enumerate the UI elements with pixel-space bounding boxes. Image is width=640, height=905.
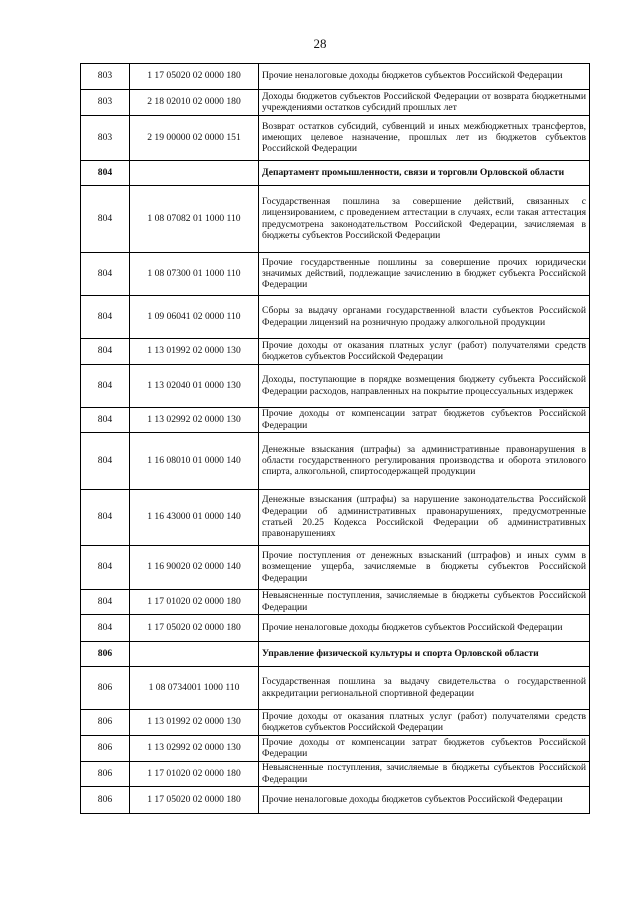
revenue-name-cell: Сборы за выдачу органами государственной власти субъектов Российской Федерации лицензий на розничную продажу алкогольной продукции bbox=[259, 296, 590, 339]
revenue-code-cell bbox=[130, 642, 259, 667]
revenue-code-cell: 1 17 05020 02 0000 180 bbox=[130, 615, 259, 642]
revenue-name-cell: Прочие доходы от компенсации затрат бюджетов субъектов Российской Федерации bbox=[259, 408, 590, 433]
admin-code-cell: 806 bbox=[81, 667, 130, 710]
revenue-code-cell: 2 19 00000 02 0000 151 bbox=[130, 116, 259, 161]
admin-code-cell: 804 bbox=[81, 186, 130, 253]
department-row bbox=[81, 161, 590, 186]
table-row bbox=[81, 408, 590, 433]
revenue-name-cell: Прочие неналоговые доходы бюджетов субъектов Российской Федерации bbox=[259, 615, 590, 642]
revenue-name-cell: Прочие неналоговые доходы бюджетов субъектов Российской Федерации bbox=[259, 64, 590, 90]
table-row bbox=[81, 667, 590, 710]
table-row bbox=[81, 296, 590, 339]
revenue-name-cell: Невыясненные поступления, зачисляемые в бюджеты субъектов Российской Федерации bbox=[259, 762, 590, 787]
revenue-code-cell: 1 16 43000 01 0000 140 bbox=[130, 490, 259, 546]
revenue-code-cell: 1 17 05020 02 0000 180 bbox=[130, 787, 259, 814]
revenue-name-cell: Прочие доходы от оказания платных услуг (работ) получателями средств бюджетов субъектов Российской Федерации bbox=[259, 710, 590, 736]
revenue-code-cell: 1 08 0734001 1000 110 bbox=[130, 667, 259, 710]
table-row bbox=[81, 116, 590, 161]
revenue-name-cell: Департамент промышленности, связи и торговли Орловской области bbox=[259, 161, 590, 186]
table-row bbox=[81, 787, 590, 814]
revenue-name-cell: Государственная пошлина за совершение действий, связанных с лицензированием, с проведением аттестации в случаях, если такая аттестация предусмотрена законодательством Российской Федерации, зачисляемая в бюджеты субъектов Российской Федерации bbox=[259, 186, 590, 253]
revenue-code-cell: 1 16 90020 02 0000 140 bbox=[130, 546, 259, 590]
revenue-code-cell: 1 13 02992 02 0000 130 bbox=[130, 408, 259, 433]
admin-code-cell: 804 bbox=[81, 161, 130, 186]
table-row bbox=[81, 64, 590, 90]
page-number: 28 bbox=[313, 36, 327, 51]
table-row bbox=[81, 90, 590, 116]
revenue-code-cell bbox=[130, 161, 259, 186]
table-body bbox=[81, 64, 590, 814]
revenue-name-cell: Прочие неналоговые доходы бюджетов субъектов Российской Федерации bbox=[259, 787, 590, 814]
revenue-name-cell: Прочие государственные пошлины за совершение прочих юридически значимых действий, подлежащие зачислению в бюджет субъекта Российской Федерации bbox=[259, 253, 590, 296]
revenue-name-cell: Прочие поступления от денежных взысканий (штрафов) и иных сумм в возмещение ущерба, зачисляемые в бюджеты субъектов Российской Федерации bbox=[259, 546, 590, 590]
admin-code-cell: 804 bbox=[81, 365, 130, 408]
revenue-code-cell: 1 13 02992 02 0000 130 bbox=[130, 736, 259, 762]
table-row bbox=[81, 736, 590, 762]
revenue-name-cell: Доходы, поступающие в порядке возмещения бюджету субъекта Российской Федерации расходов, направленных на покрытие процессуальных издержек bbox=[259, 365, 590, 408]
admin-code-cell: 804 bbox=[81, 546, 130, 590]
revenue-name-cell: Денежные взыскания (штрафы) за административные правонарушения в области государственного регулирования производства и оборота этилового спирта, алкогольной, спиртосодержащей продукции bbox=[259, 433, 590, 490]
revenue-name-cell: Государственная пошлина за выдачу свидетельства о государственной аккредитации региональной спортивной федерации bbox=[259, 667, 590, 710]
revenue-code-cell: 1 08 07300 01 1000 110 bbox=[130, 253, 259, 296]
admin-code-cell: 804 bbox=[81, 296, 130, 339]
revenue-name-cell: Возврат остатков субсидий, субвенций и иных межбюджетных трансфертов, имеющих целевое назначение, прошлых лет из бюджетов субъектов Российской Федерации bbox=[259, 116, 590, 161]
revenue-code-cell: 1 17 01020 02 0000 180 bbox=[130, 590, 259, 615]
table-row bbox=[81, 433, 590, 490]
admin-code-cell: 804 bbox=[81, 408, 130, 433]
revenue-name-cell: Прочие доходы от компенсации затрат бюджетов субъектов Российской Федерации bbox=[259, 736, 590, 762]
table-row bbox=[81, 615, 590, 642]
admin-code-cell: 803 bbox=[81, 64, 130, 90]
department-row bbox=[81, 642, 590, 667]
table-row bbox=[81, 186, 590, 253]
admin-code-cell: 804 bbox=[81, 433, 130, 490]
table-row bbox=[81, 365, 590, 408]
admin-code-cell: 804 bbox=[81, 590, 130, 615]
admin-code-cell: 803 bbox=[81, 90, 130, 116]
admin-code-cell: 803 bbox=[81, 116, 130, 161]
admin-code-cell: 806 bbox=[81, 642, 130, 667]
admin-code-cell: 804 bbox=[81, 253, 130, 296]
revenue-code-cell: 1 08 07082 01 1000 110 bbox=[130, 186, 259, 253]
revenue-code-cell: 1 09 06041 02 0000 110 bbox=[130, 296, 259, 339]
revenue-code-cell: 1 13 01992 02 0000 130 bbox=[130, 710, 259, 736]
table-row bbox=[81, 762, 590, 787]
table-row bbox=[81, 590, 590, 615]
revenue-name-cell: Денежные взыскания (штрафы) за нарушение законодательства Российской Федерации об административных правонарушениях, предусмотренные статьей 20.25 Кодекса Российской Федерации об административных правонарушениях bbox=[259, 490, 590, 546]
revenue-code-cell: 1 16 08010 01 0000 140 bbox=[130, 433, 259, 490]
table-row bbox=[81, 710, 590, 736]
table-row bbox=[81, 253, 590, 296]
admin-code-cell: 806 bbox=[81, 787, 130, 814]
table-row bbox=[81, 546, 590, 590]
revenue-code-cell: 1 17 01020 02 0000 180 bbox=[130, 762, 259, 787]
revenue-name-cell: Доходы бюджетов субъектов Российской Федерации от возврата бюджетными учреждениями остатков субсидий прошлых лет bbox=[259, 90, 590, 116]
revenue-code-cell: 1 13 01992 02 0000 130 bbox=[130, 339, 259, 365]
revenue-name-cell: Прочие доходы от оказания платных услуг (работ) получателями средств бюджетов субъектов Российской Федерации bbox=[259, 339, 590, 365]
admin-code-cell: 806 bbox=[81, 736, 130, 762]
revenue-name-cell: Управление физической культуры и спорта Орловской области bbox=[259, 642, 590, 667]
admin-code-cell: 806 bbox=[81, 762, 130, 787]
revenue-code-cell: 1 13 02040 01 0000 130 bbox=[130, 365, 259, 408]
admin-code-cell: 804 bbox=[81, 615, 130, 642]
revenue-name-cell: Невыясненные поступления, зачисляемые в бюджеты субъектов Российской Федерации bbox=[259, 590, 590, 615]
revenue-code-cell: 2 18 02010 02 0000 180 bbox=[130, 90, 259, 116]
revenue-code-table bbox=[80, 63, 590, 814]
revenue-code-cell: 1 17 05020 02 0000 180 bbox=[130, 64, 259, 90]
table-row bbox=[81, 490, 590, 546]
admin-code-cell: 804 bbox=[81, 490, 130, 546]
admin-code-cell: 806 bbox=[81, 710, 130, 736]
admin-code-cell: 804 bbox=[81, 339, 130, 365]
table-row bbox=[81, 339, 590, 365]
